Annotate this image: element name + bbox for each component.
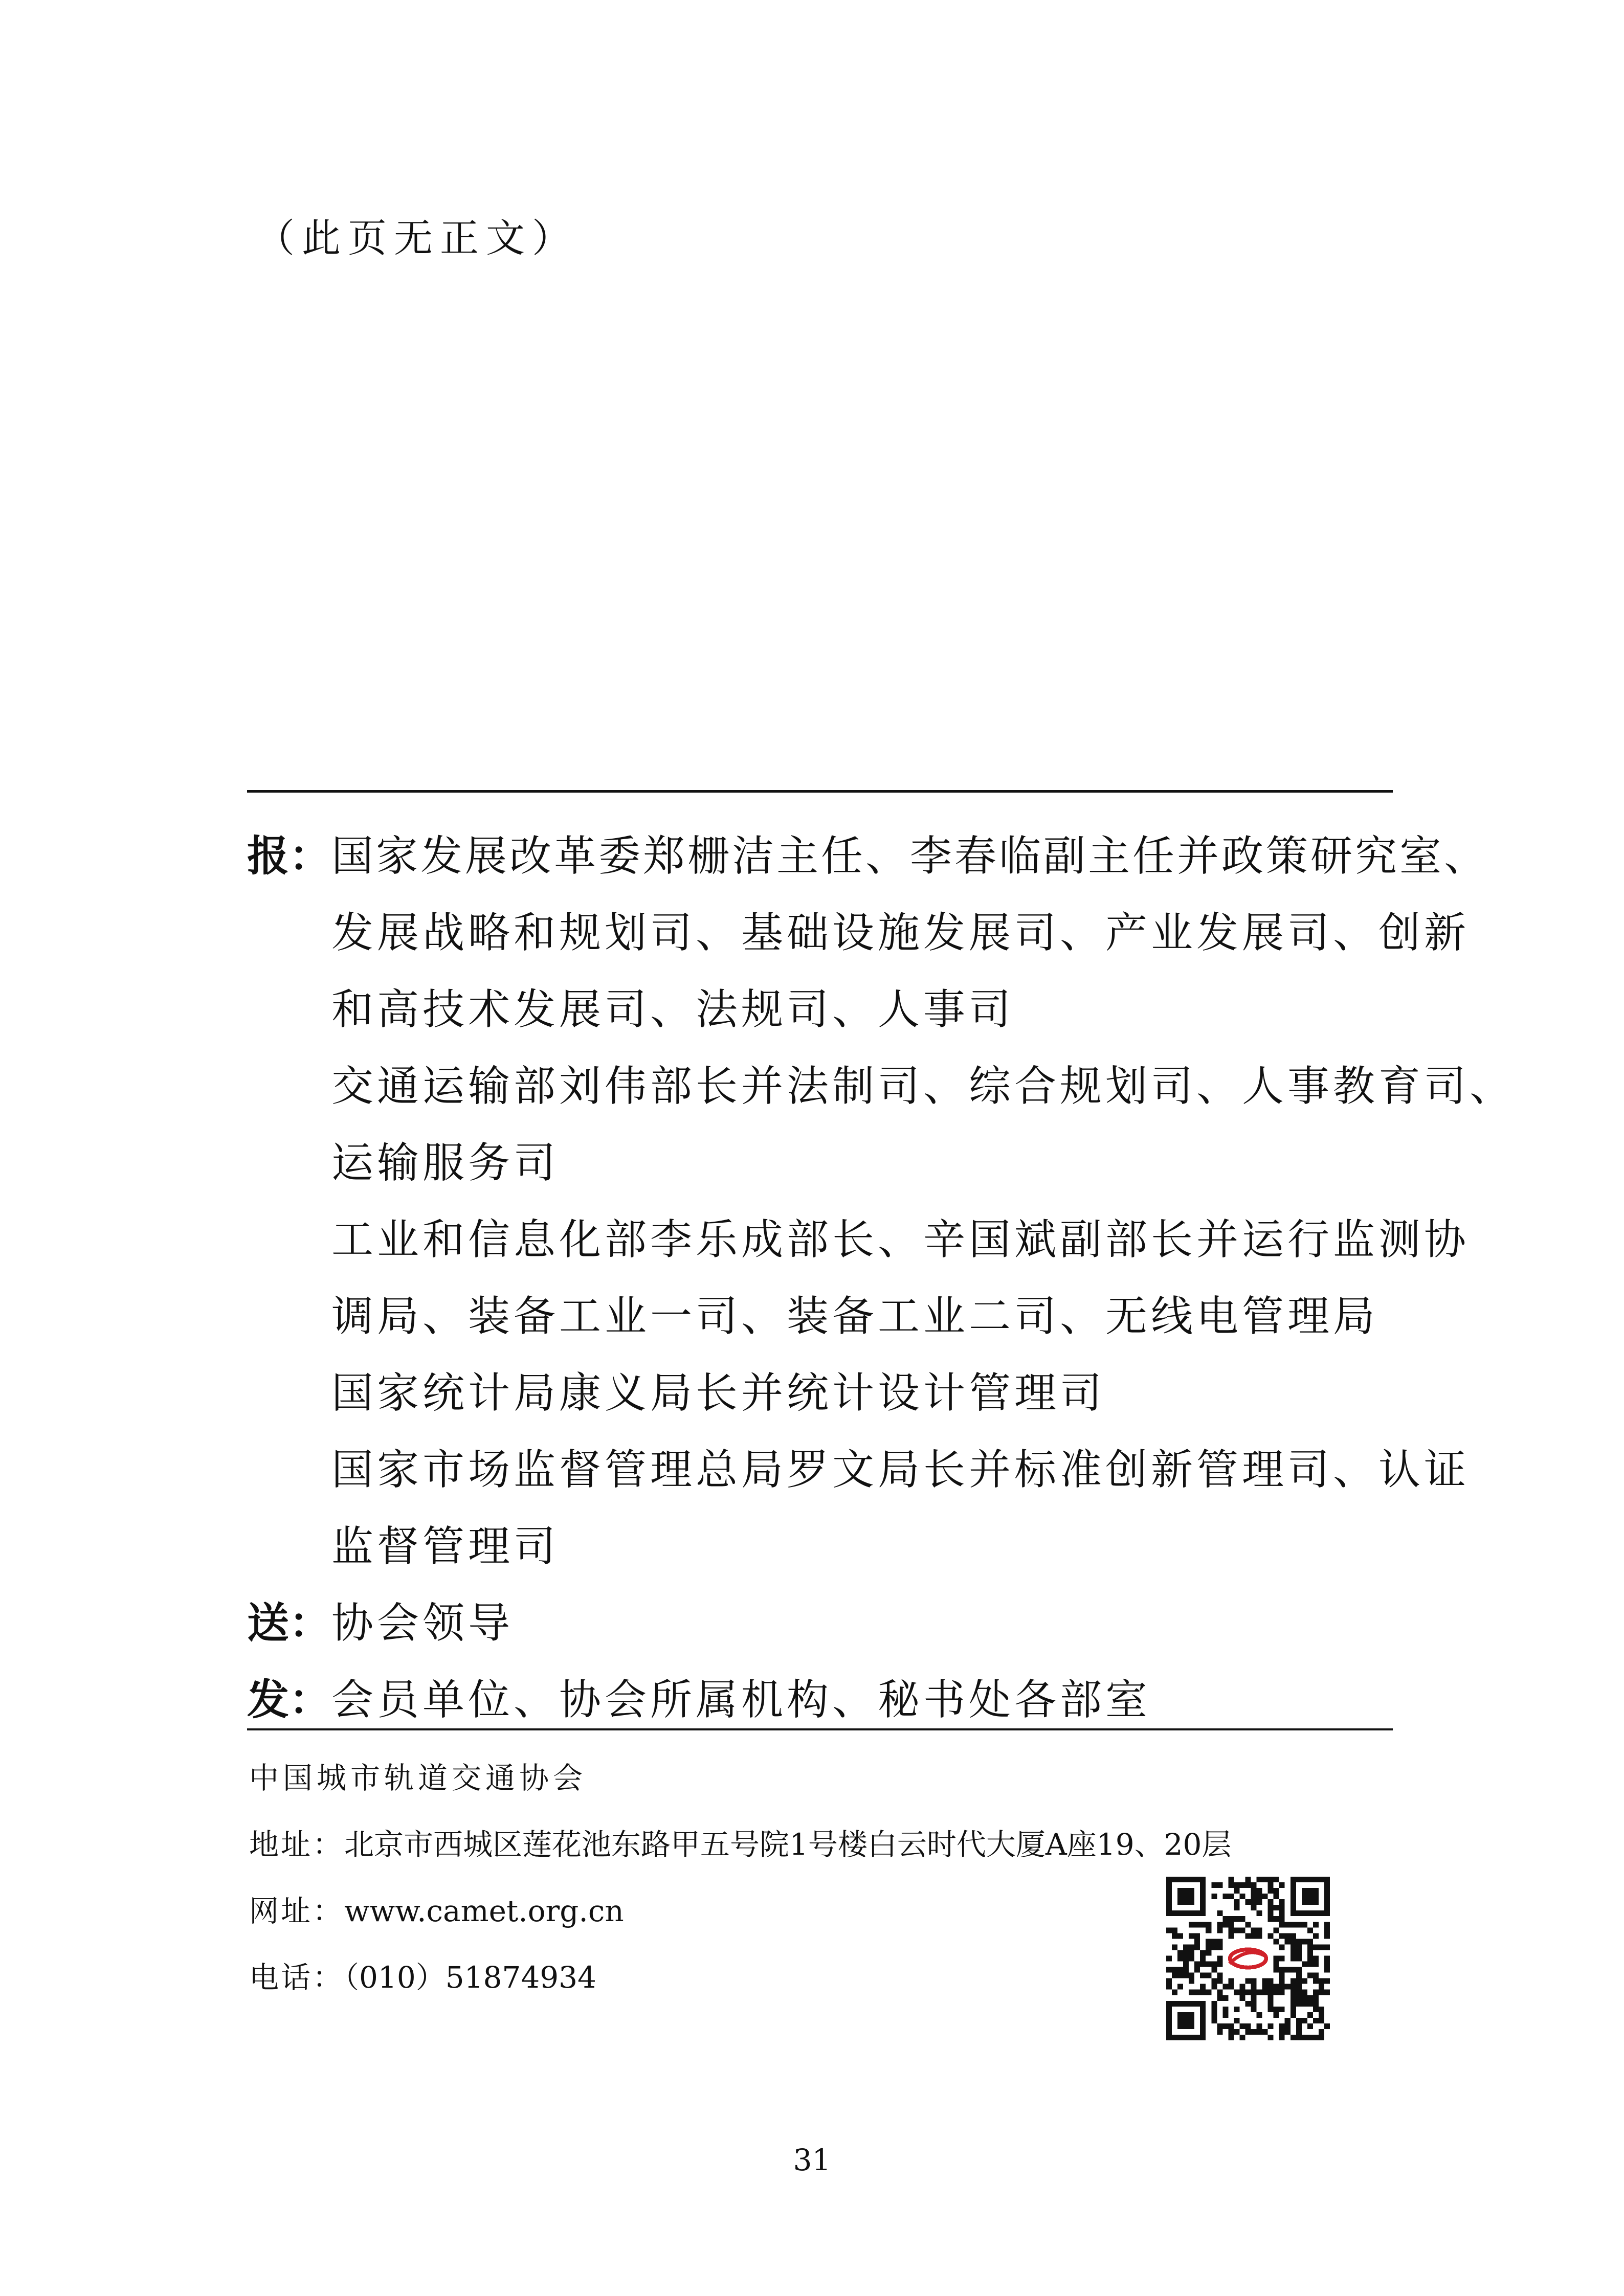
report-line: 和高技术发展司、法规司、人事司 <box>331 985 1015 1034</box>
no-body-note: （此页无正文） <box>256 215 578 261</box>
report-section <box>247 818 1516 1585</box>
phone-row <box>249 1944 1231 2011</box>
issue-recipients: 会员单位、协会所属机构、秘书处各部室 <box>331 1676 1151 1724</box>
report-line: 国家市场监督管理总局罗文局长并标准创新管理司、认证 <box>331 1446 1470 1494</box>
report-line: 国家统计局康义局长并统计设计管理司 <box>331 1369 1106 1417</box>
address-row <box>249 1811 1231 1878</box>
top-divider <box>247 790 1393 793</box>
distribution-block <box>247 818 1516 1739</box>
report-line: 调局、装备工业一司、装备工业二司、无线电管理局 <box>331 1292 1379 1341</box>
qr-code-icon <box>1166 1877 1330 2040</box>
issue-label: 发： <box>247 1676 331 1724</box>
report-line: 交通运输部刘伟部长并法制司、综合规划司、人事教育司、 <box>331 1062 1516 1111</box>
footer-info <box>249 1745 1231 2011</box>
send-label: 送： <box>247 1599 331 1648</box>
website-label: 网址： <box>249 1894 345 1928</box>
bottom-divider <box>247 1728 1393 1730</box>
address-value: 北京市西城区莲花池东路甲五号院1号楼白云时代大厦A座19、20层 <box>344 1827 1232 1862</box>
send-section <box>247 1585 1395 1662</box>
issue-section <box>247 1662 1395 1739</box>
phone-value: （010）51874934 <box>344 1960 596 1995</box>
organization-name: 中国城市轨道交通协会 <box>249 1761 587 1795</box>
page-number: 31 <box>793 2143 831 2177</box>
report-line: 运输服务司 <box>331 1139 560 1187</box>
website-link[interactable]: www.camet.org.cn <box>344 1894 624 1928</box>
report-line: 监督管理司 <box>331 1522 560 1571</box>
report-label: 报： <box>247 832 331 881</box>
report-line: 发展战略和规划司、基础设施发展司、产业发展司、创新 <box>331 909 1470 957</box>
phone-label: 电话： <box>249 1960 345 1995</box>
report-line: 工业和信息化部李乐成部长、辛国斌副部长并运行监测协 <box>331 1215 1470 1264</box>
send-recipients: 协会领导 <box>331 1599 514 1648</box>
website-row <box>249 1878 1231 1944</box>
report-line: 国家发展改革委郑栅洁主任、李春临副主任并政策研究室、 <box>331 832 1489 881</box>
report-recipients <box>331 818 1515 1585</box>
address-label: 地址： <box>249 1827 345 1862</box>
